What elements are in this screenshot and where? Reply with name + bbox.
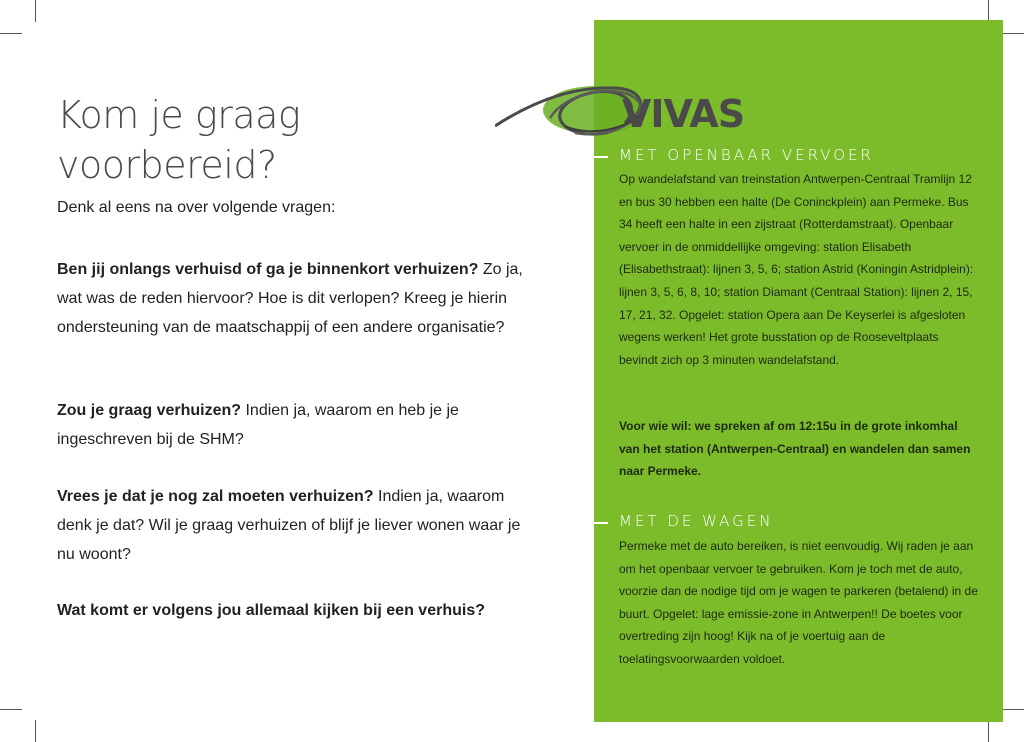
crop-mark bbox=[0, 709, 22, 710]
crop-mark bbox=[35, 720, 36, 742]
section-dash bbox=[594, 522, 608, 524]
crop-mark bbox=[35, 0, 36, 22]
headline-line-1: Kom je graag bbox=[57, 93, 301, 137]
crop-mark bbox=[988, 720, 989, 742]
car-text: Permeke met de auto bereiken, is niet eenvoudig. Wij raden je aan om het openbaar vervoer te gebruiken. Kom je toch met de auto, voorzie dan de nodige tijd om je wagen te parkeren (betalend) in de buurt. Opgelet: lage emissie-zone in Antwerpen!! De boetes voor overtreding zijn hoog! Kijk na of je voertuig aan de toelatingsvoorwaarden voldoet. bbox=[619, 539, 978, 666]
headline-block bbox=[57, 90, 557, 190]
crop-mark bbox=[988, 0, 989, 22]
logo-text: VIVAS bbox=[622, 92, 745, 136]
question-2 bbox=[57, 396, 527, 454]
page-title bbox=[57, 90, 557, 190]
question-2-text: Indien ja, waarom en heb je je ingeschreven bij de SHM? bbox=[57, 402, 459, 448]
question-1 bbox=[57, 255, 527, 342]
section-dash bbox=[594, 156, 608, 158]
question-1-bold: Ben jij onlangs verhuisd of ga je binnenkort verhuizen? bbox=[57, 261, 479, 278]
crop-mark bbox=[0, 33, 22, 34]
question-3-text: Indien ja, waarom denk je dat? Wil je graag verhuizen of blijf je liever wonen waar je nu woont? bbox=[57, 488, 521, 563]
intro-text: Denk al eens na over volgende vragen: bbox=[57, 199, 336, 216]
section-title-public-transport: MET OPENBAAR VERVOER bbox=[619, 146, 874, 164]
question-2-bold: Zou je graag verhuizen? bbox=[57, 402, 242, 419]
headline-line-2: voorbereid? bbox=[57, 143, 277, 187]
question-4-bold: Wat komt er volgens jou allemaal kijken bij een verhuis? bbox=[57, 602, 485, 619]
meeting-info-text: Voor wie wil: we spreken af om 12:15u in de grote inkomhal van het station (Antwerpen-Centraal) en wandelen dan samen naar Permeke. bbox=[619, 419, 971, 479]
question-1-text: Zo ja, wat was de reden hiervoor? Hoe is dit verlopen? Kreeg je hierin ondersteuning van de maatschappij of een andere organisatie? bbox=[57, 261, 523, 336]
question-3-bold: Vrees je dat je nog zal moeten verhuizen? bbox=[57, 488, 374, 505]
crop-mark bbox=[1002, 33, 1024, 34]
public-transport-text: Op wandelafstand van treinstation Antwerpen-Centraal Tramlijn 12 en bus 30 hebben een halte (De Coninckplein) aan Permeke. Bus 34 heeft een halte in een zijstraat (Rotterdamstraat). Openbaar vervoer in de onmiddellijke omgeving: station Elisabeth (Elisabethstraat): lijnen 3, 5, 6; station Astrid (Koningin Astridplein): lijnen 3, 5, 6, 8, 10; station Diamant (Centraal Station): lijnen 2, 15, 17, 21, 32. Opgelet: station Opera aan De Keyserlei is afgesloten wegens werken! Het grote busstation op de Rooseveltplaats bevindt zich op 3 minuten wandelafstand. bbox=[619, 172, 974, 367]
question-3 bbox=[57, 482, 527, 569]
question-4 bbox=[57, 596, 537, 625]
section-title-car: MET DE WAGEN bbox=[619, 512, 774, 530]
crop-mark bbox=[1002, 709, 1024, 710]
